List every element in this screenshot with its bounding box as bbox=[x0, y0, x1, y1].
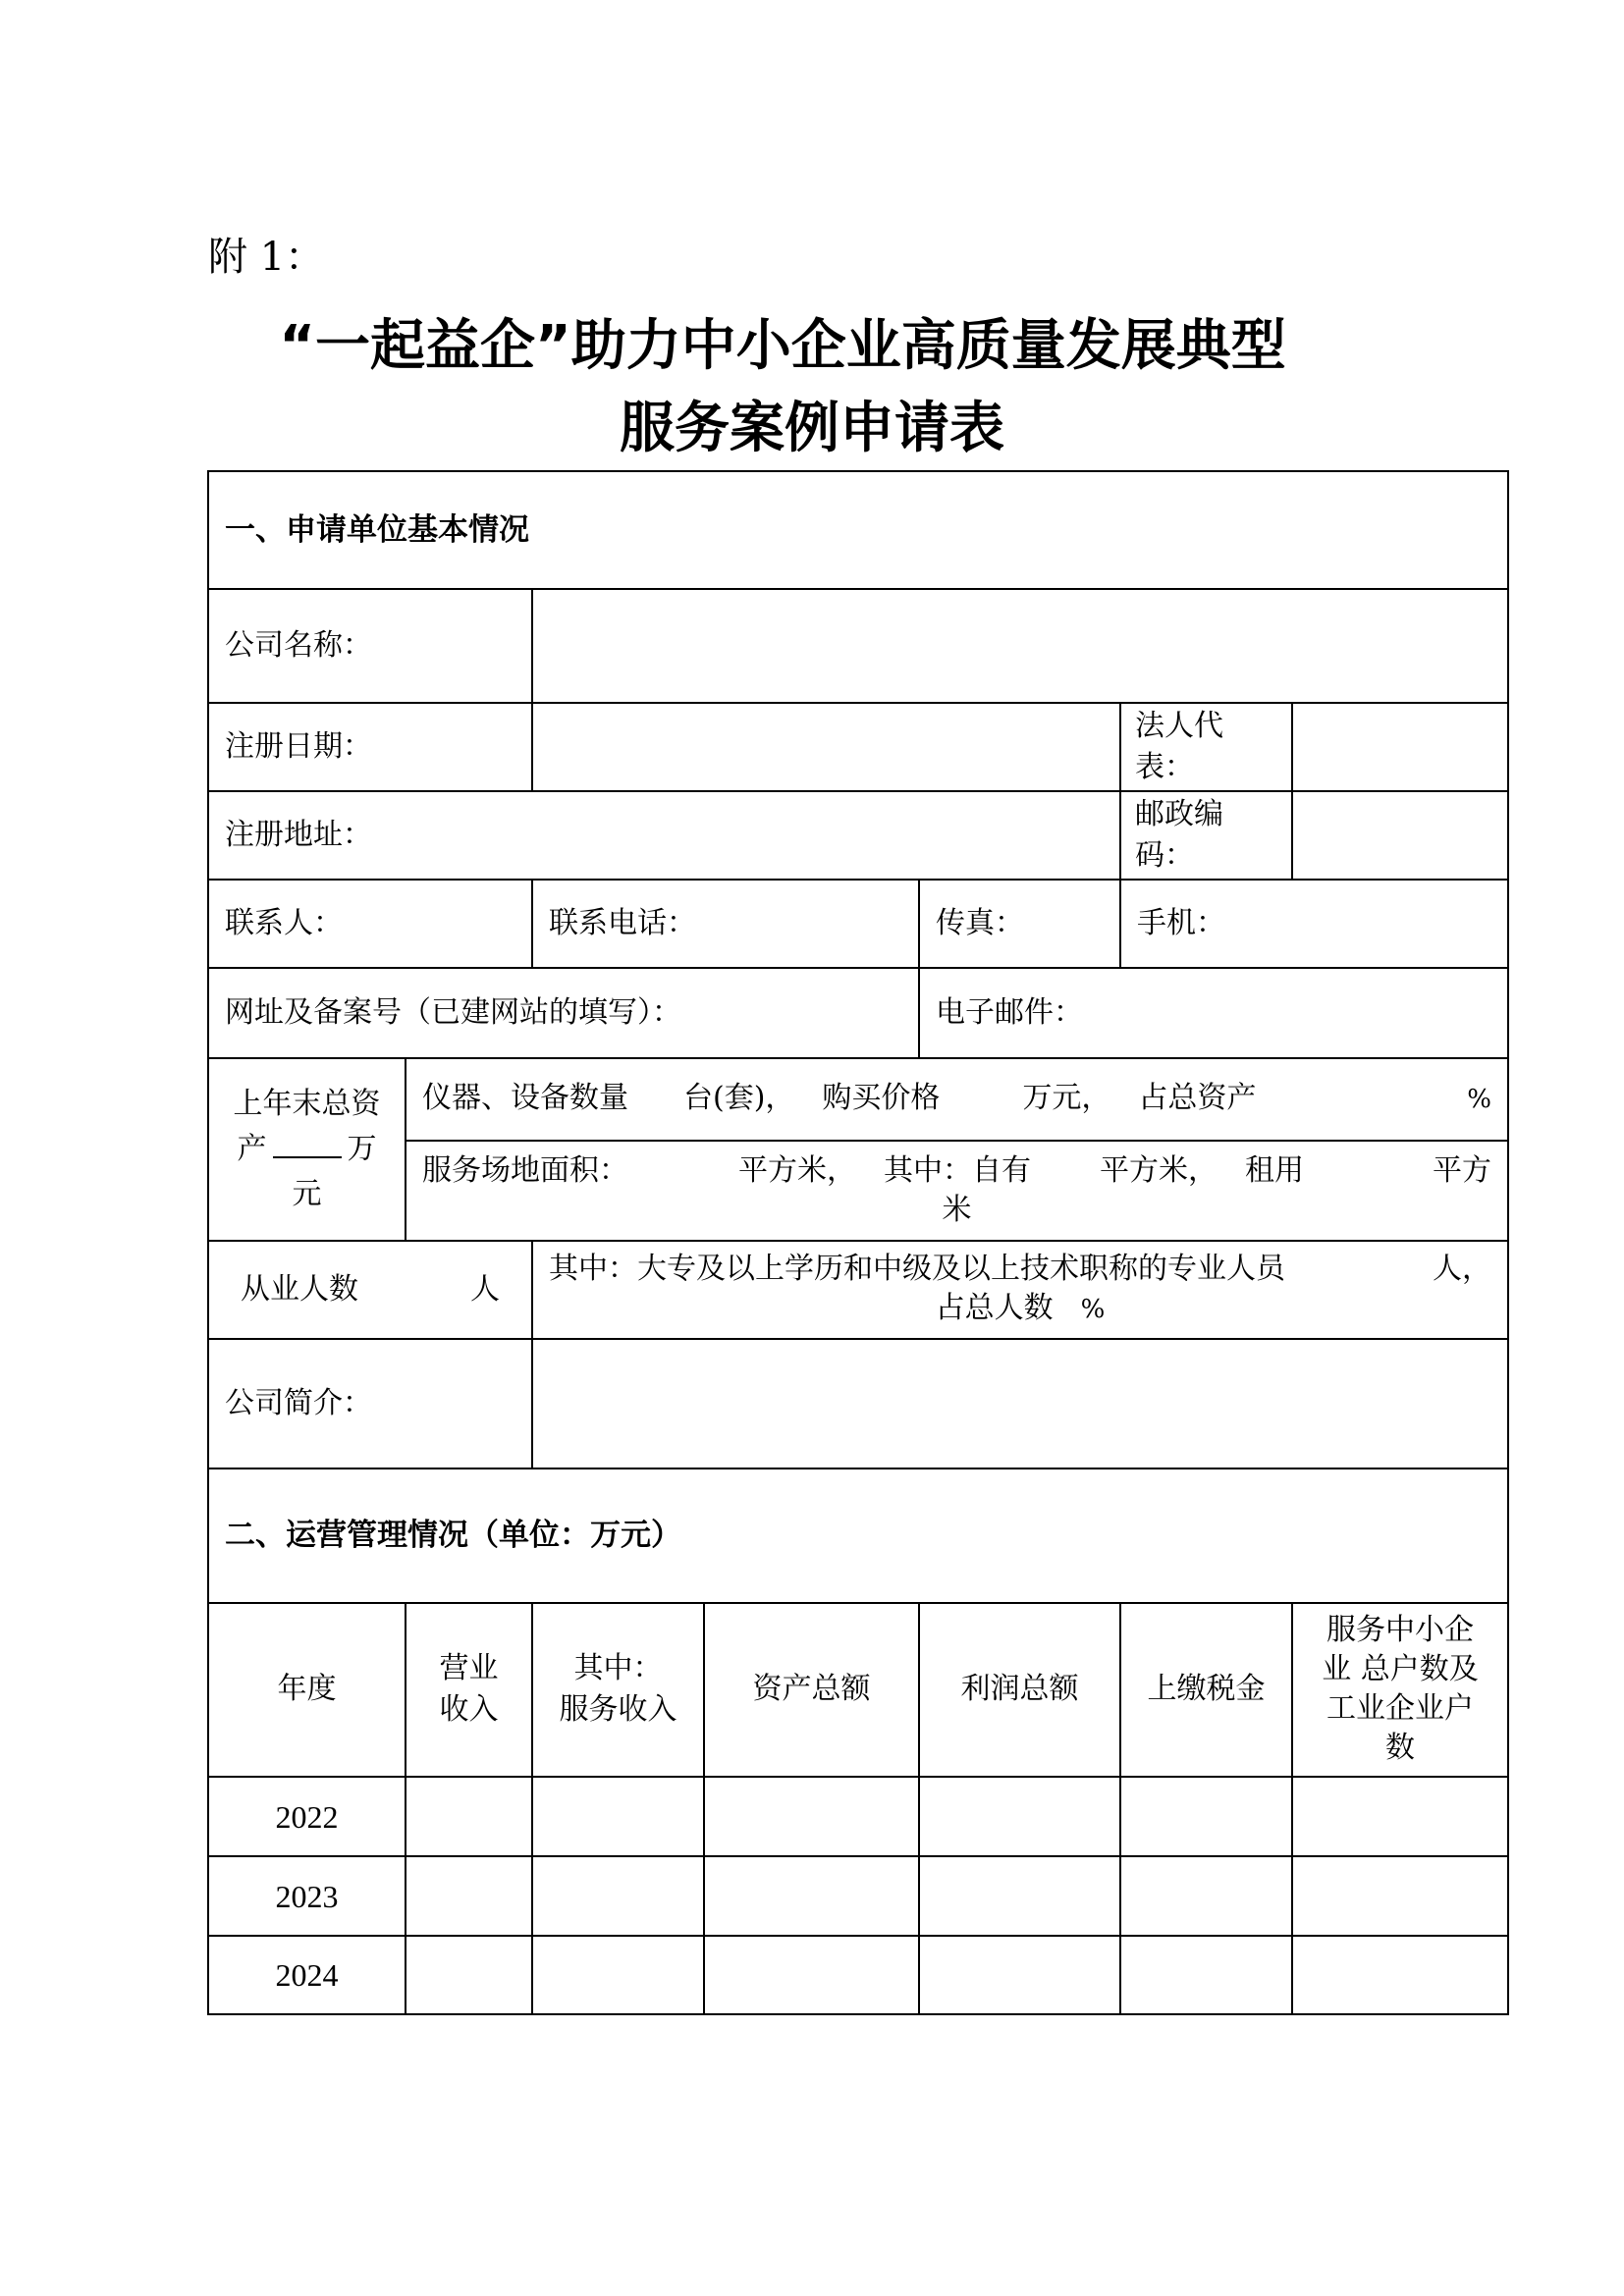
reg-date-label: 注册日期： bbox=[208, 703, 532, 791]
staff-count-field[interactable]: 从业人数 人 bbox=[208, 1241, 532, 1339]
form-title-line2: 服务案例申请表 bbox=[620, 397, 1004, 460]
data-cell[interactable] bbox=[1292, 1936, 1508, 2014]
data-cell[interactable] bbox=[1120, 1936, 1292, 2014]
col-header-service-revenue: 其中： 服务收入 bbox=[532, 1603, 704, 1777]
phone-field[interactable] bbox=[532, 880, 919, 968]
year-cell: 2024 bbox=[208, 1936, 406, 2014]
company-name-field[interactable] bbox=[532, 589, 1508, 704]
company-name-label: 公司名称： bbox=[208, 589, 532, 704]
data-cell[interactable] bbox=[1120, 1777, 1292, 1857]
data-cell[interactable] bbox=[406, 1777, 532, 1857]
table-row bbox=[208, 1856, 1508, 1936]
contact-field[interactable] bbox=[208, 880, 532, 968]
section2-heading: 二、运营管理情况（单位：万元） bbox=[208, 1468, 1508, 1603]
data-cell[interactable] bbox=[532, 1777, 704, 1857]
form-title-line1: “一起益企”助力中小企业高质量发展典型 bbox=[279, 314, 1286, 378]
website-label: 网址及备案号（已建网站的填写）： bbox=[225, 994, 681, 1030]
col-header-total-assets: 资产总额 bbox=[704, 1603, 919, 1777]
data-cell[interactable] bbox=[704, 1777, 919, 1857]
postcode-field[interactable] bbox=[1292, 791, 1508, 880]
total-assets-label: 上年末总资 产 万 元 bbox=[208, 1058, 406, 1241]
postcode-label: 邮政编码： bbox=[1120, 791, 1292, 880]
year-cell: 2023 bbox=[208, 1856, 406, 1936]
application-form bbox=[207, 470, 1507, 2015]
total-assets-blank[interactable] bbox=[273, 1127, 342, 1158]
phone-label: 联系电话： bbox=[549, 905, 696, 940]
col-header-year: 年度 bbox=[208, 1603, 406, 1777]
data-cell[interactable] bbox=[406, 1856, 532, 1936]
data-cell[interactable] bbox=[704, 1856, 919, 1936]
contact-label: 联系人： bbox=[225, 905, 343, 940]
reg-address-field[interactable] bbox=[208, 791, 1120, 880]
data-cell[interactable] bbox=[919, 1777, 1120, 1857]
data-cell[interactable] bbox=[1292, 1777, 1508, 1857]
annex-label: 附 1： bbox=[208, 235, 325, 280]
table-row bbox=[208, 1777, 1508, 1857]
year-cell: 2022 bbox=[208, 1777, 406, 1857]
section1-heading: 一、申请单位基本情况 bbox=[208, 471, 1508, 589]
data-cell[interactable] bbox=[532, 1856, 704, 1936]
fax-field[interactable] bbox=[919, 880, 1120, 968]
equipment-row[interactable]: 仪器、设备数量 台(套)， 购买价格 万元， 占总资产 % bbox=[406, 1058, 1508, 1141]
service-area-row[interactable]: 服务场地面积： 平方米， 其中：自有 平方米， 租用 平方 米 bbox=[406, 1141, 1508, 1241]
data-cell[interactable] bbox=[406, 1936, 532, 2014]
data-cell[interactable] bbox=[704, 1936, 919, 2014]
profile-label: 公司简介： bbox=[208, 1339, 532, 1468]
col-header-revenue: 营业 收入 bbox=[406, 1603, 532, 1777]
col-header-tax-paid: 上缴税金 bbox=[1120, 1603, 1292, 1777]
mobile-label: 手机： bbox=[1137, 905, 1225, 940]
website-field[interactable] bbox=[208, 968, 919, 1058]
legal-rep-field[interactable] bbox=[1292, 703, 1508, 791]
legal-rep-label: 法人代表： bbox=[1120, 703, 1292, 791]
staff-count-label: 从业人数 bbox=[241, 1271, 358, 1307]
data-cell[interactable] bbox=[919, 1856, 1120, 1936]
professional-staff-field[interactable]: 其中：大专及以上学历和中级及以上技术职称的专业人员 人， 占总人数 % bbox=[532, 1241, 1508, 1339]
data-cell[interactable] bbox=[1120, 1856, 1292, 1936]
reg-address-label: 注册地址： bbox=[225, 818, 372, 852]
profile-field[interactable] bbox=[532, 1339, 1508, 1468]
data-cell[interactable] bbox=[919, 1936, 1120, 2014]
email-field[interactable] bbox=[919, 968, 1508, 1058]
data-cell[interactable] bbox=[1292, 1856, 1508, 1936]
mobile-field[interactable] bbox=[1120, 880, 1508, 968]
table-row bbox=[208, 1936, 1508, 2014]
reg-date-field[interactable] bbox=[532, 703, 1120, 791]
col-header-total-profit: 利润总额 bbox=[919, 1603, 1120, 1777]
email-label: 电子邮件： bbox=[936, 994, 1083, 1030]
data-cell[interactable] bbox=[532, 1936, 704, 2014]
fax-label: 传真： bbox=[936, 905, 1024, 940]
equipment-pct: % bbox=[1467, 1085, 1492, 1115]
col-header-smes-served: 服务中小企 业 总户数及 工业企业户 数 bbox=[1292, 1603, 1508, 1777]
